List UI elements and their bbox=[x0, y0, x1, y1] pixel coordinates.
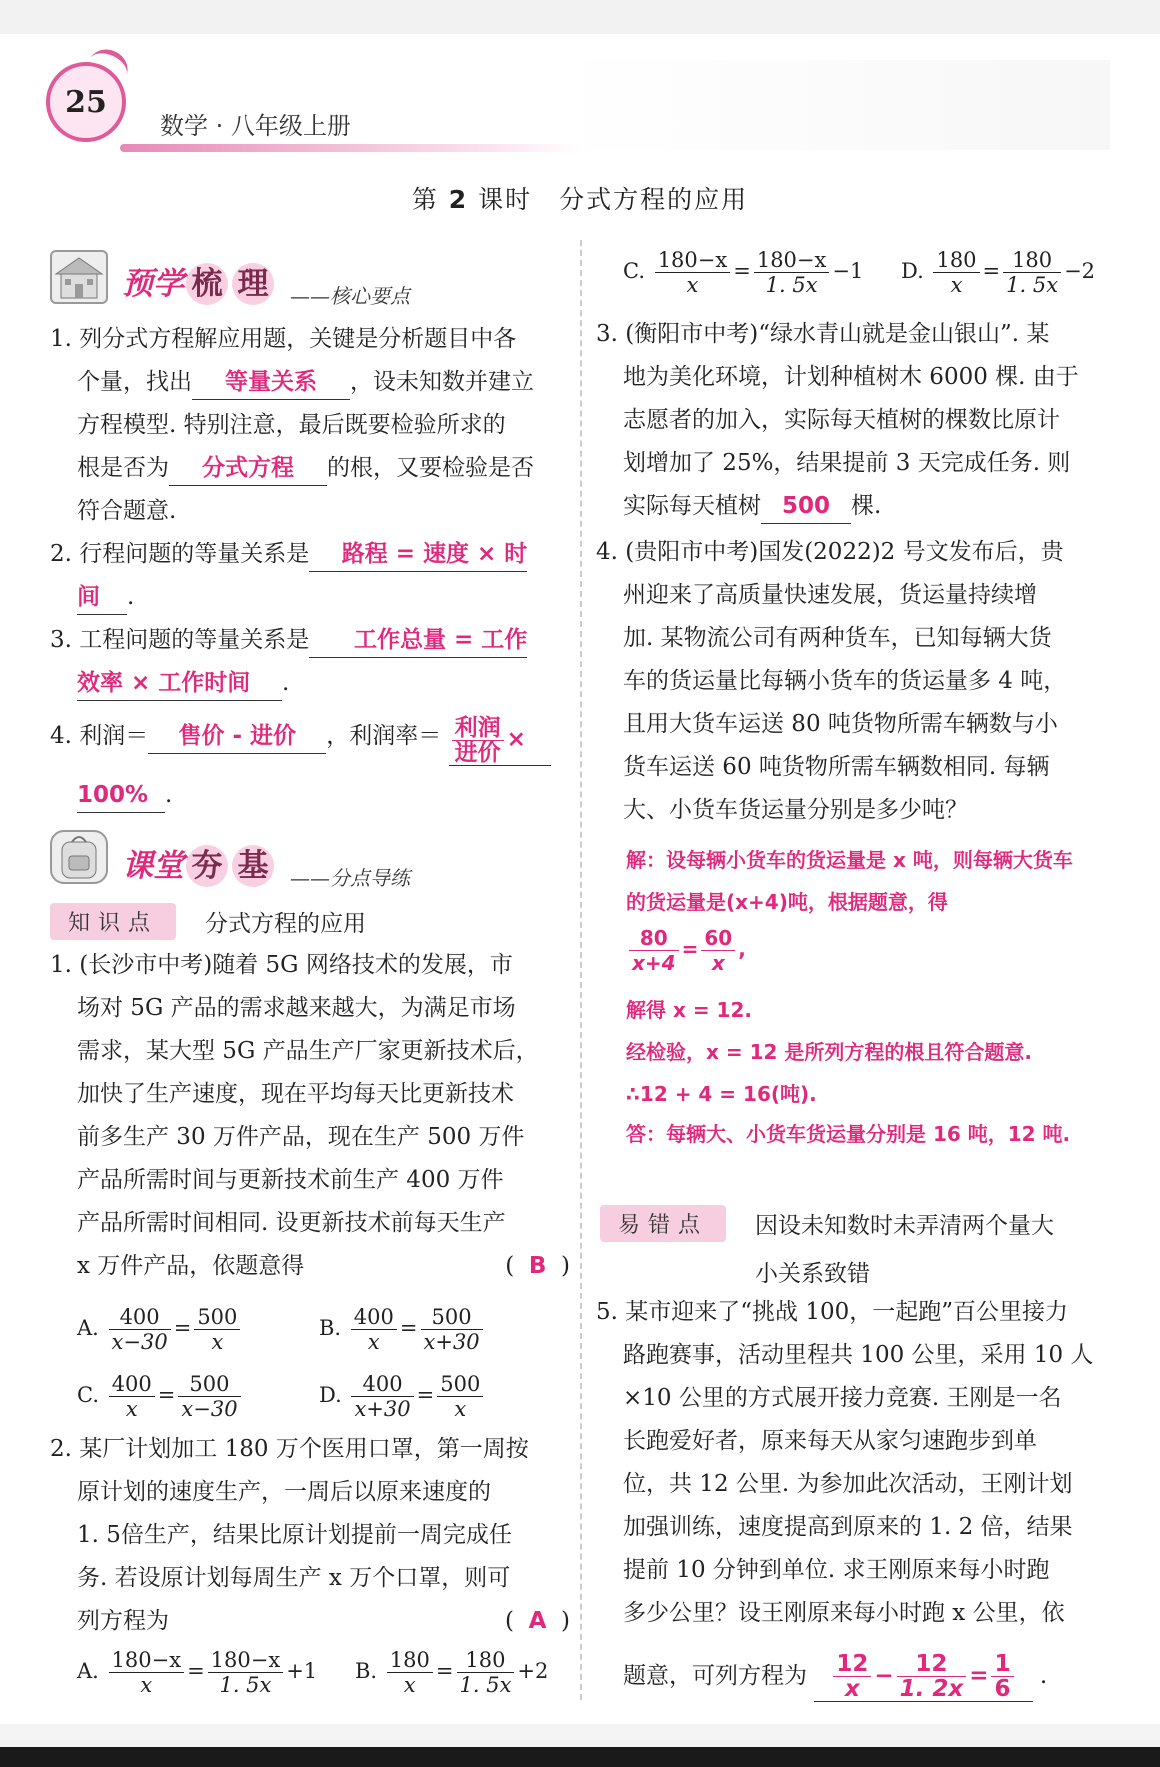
option-tail: +1 bbox=[286, 1659, 318, 1683]
section-prestudy-part3: 理 bbox=[232, 263, 274, 305]
question-2-line: 务. 若设原计划每周生产 x 万个口罩，则可 bbox=[77, 1565, 511, 1591]
prestudy-q1-text: 的根，又要检验是否 bbox=[327, 455, 534, 481]
prestudy-q1-answer1: 等量关系 bbox=[192, 365, 350, 400]
fraction-denominator: x bbox=[403, 1673, 416, 1697]
question-3-line: 志愿者的加入，实际每天植树的棵数比原计 bbox=[623, 407, 1060, 433]
fraction-denominator: x bbox=[367, 1329, 380, 1354]
prestudy-q1-answer2: 分式方程 bbox=[169, 451, 327, 486]
lesson-title-text: 课时 分式方程的应用 bbox=[478, 185, 749, 214]
question-4-line: 4. (贵阳市中考)国发(2022)2 号文发布后，贵 bbox=[596, 539, 1064, 565]
question-2-line bbox=[50, 1600, 570, 1643]
fraction bbox=[351, 1372, 413, 1421]
fraction bbox=[387, 1648, 433, 1697]
question-5-line: 路跑赛事，活动里程共 100 公里，采用 10 人 bbox=[623, 1342, 1094, 1368]
option-label: B. bbox=[319, 1315, 342, 1340]
question-2-option-b: B. $\frac{180}{x}$ = $\frac{180}{1. 5x}$ +2 bbox=[355, 1648, 549, 1697]
fraction bbox=[208, 1648, 284, 1697]
fraction-denominator: 1. 5x bbox=[1006, 273, 1059, 297]
prestudy-q4-text: 4. 利润＝ bbox=[50, 723, 149, 749]
solution-line: 解：设每辆小货车的货运量是 x 吨，则每辆大货车 bbox=[626, 848, 1073, 872]
section-prestudy-subtitle: ——核心要点 bbox=[290, 284, 410, 308]
prestudy-q3-answer: 工作总量 = 工作 bbox=[309, 623, 527, 658]
question-3 bbox=[596, 313, 1120, 528]
lesson-title-prefix: 第 bbox=[411, 185, 439, 214]
top-margin bbox=[0, 0, 1160, 34]
knowledge-point-text: 分式方程的应用 bbox=[205, 911, 366, 937]
school-icon bbox=[50, 250, 108, 304]
question-5-text: 题意，可列方程为 bbox=[623, 1663, 807, 1689]
fraction-denominator: x bbox=[686, 273, 699, 297]
solution-equation: $\frac{80}{x+4}$ = $\frac{60}{x}$ , bbox=[626, 926, 746, 975]
prestudy-q3-answer-cont: 效率 × 工作时间 bbox=[77, 666, 282, 701]
prestudy-q2-end: . bbox=[127, 584, 135, 610]
mistake-point-text: 因设未知数时未弄清两个量大 bbox=[755, 1213, 1054, 1239]
fraction-denominator: 进价 bbox=[454, 740, 501, 766]
question-1-line: 需求，某大型 5G 产品生产厂家更新技术后， bbox=[77, 1038, 539, 1064]
question-2-answer: A bbox=[528, 1608, 547, 1634]
question-1-line: 1. (长沙市中考)随着 5G 网络技术的发展，市 bbox=[50, 952, 513, 978]
fraction-denominator: 1. 5x bbox=[219, 1673, 272, 1697]
fraction bbox=[933, 248, 979, 297]
fraction bbox=[178, 1372, 240, 1421]
fraction-numerator: 180−x bbox=[655, 248, 731, 273]
fraction-numerator: 180 bbox=[387, 1648, 433, 1673]
question-5-line: 长跑爱好者，原来每天从家匀速跑步到单 bbox=[623, 1428, 1037, 1454]
fraction bbox=[754, 248, 830, 297]
question-3-text: 棵. bbox=[851, 493, 882, 519]
question-1-line: 前多生产 30 万件产品，现在生产 500 万件 bbox=[77, 1124, 525, 1150]
fraction bbox=[109, 1648, 185, 1697]
question-1-line bbox=[50, 1245, 570, 1288]
option-label: B. bbox=[355, 1659, 378, 1683]
question-5-line: 5. 某市迎来了“挑战 100，一起跑”百公里接力 bbox=[596, 1299, 1068, 1325]
fraction-denominator: x bbox=[844, 1676, 860, 1702]
solution-line: 的货运量是(x+4)吨，根据题意，得 bbox=[626, 890, 948, 914]
fraction-numerator: 12 bbox=[897, 1652, 967, 1677]
prestudy-q4-text: ，利润率＝ bbox=[326, 723, 442, 749]
question-3-text: 实际每天植树 bbox=[623, 493, 761, 519]
prestudy-q4-cont bbox=[77, 774, 172, 817]
fraction-numerator: 400 bbox=[351, 1372, 413, 1397]
question-3-line: 地为美化环境，计划种植树木 6000 棵. 由于 bbox=[623, 364, 1079, 390]
fraction-numerator: 180−x bbox=[208, 1648, 284, 1673]
question-2-text: 列方程为 bbox=[77, 1608, 169, 1634]
fraction-denominator: x+4 bbox=[632, 951, 676, 975]
question-1-answer: B bbox=[528, 1253, 547, 1279]
prestudy-q4-blank2 bbox=[449, 716, 551, 766]
prestudy-q4-end: . bbox=[165, 782, 173, 808]
solution-line: 答：每辆大、小货车货运量分别是 16 吨，12 吨. bbox=[626, 1122, 1071, 1146]
question-4-line: 州迎来了高质量快速发展，货运量持续增 bbox=[623, 582, 1037, 608]
question-3-line: 划增加了 25%，结果提前 3 天完成任务. 则 bbox=[623, 450, 1071, 476]
question-1-option-d: D. $\frac{400}{x+30}$ = $\frac{500}{x}$ bbox=[319, 1372, 486, 1421]
question-3-line bbox=[596, 485, 1120, 528]
fraction bbox=[194, 1305, 240, 1354]
question-5-line: 加强训练，速度提高到原来的 1. 2 倍，结果 bbox=[623, 1514, 1073, 1540]
question-4-line: 加. 某物流公司有两种货车，已知每辆大货 bbox=[623, 625, 1052, 651]
question-1-line: 产品所需时间相同. 设更新技术前每天生产 bbox=[77, 1210, 506, 1236]
prestudy-q4-times: × bbox=[506, 726, 526, 753]
question-2-answer-bracket: ( A ) bbox=[504, 1608, 570, 1634]
prestudy-q4-answer1: 售价 - 进价 bbox=[148, 719, 326, 754]
question-4-line: 大、小货车货运量分别是多少吨？ bbox=[623, 797, 968, 823]
fraction bbox=[833, 1652, 871, 1701]
prestudy-q4-answer2: 100% bbox=[77, 778, 165, 813]
option-label: C. bbox=[623, 259, 645, 283]
fraction-numerator: 60 bbox=[701, 926, 735, 951]
question-5-line: 提前 10 分钟到单位. 求王刚原来每小时跑 bbox=[623, 1557, 1050, 1583]
fraction-numerator: 400 bbox=[109, 1305, 171, 1330]
fraction-numerator: 180−x bbox=[754, 248, 830, 273]
fraction bbox=[421, 1305, 483, 1354]
prestudy-q3 bbox=[50, 619, 570, 705]
option-tail: −1 bbox=[832, 259, 864, 283]
fraction-numerator: 400 bbox=[351, 1305, 397, 1330]
fraction bbox=[457, 1648, 515, 1697]
fraction bbox=[655, 248, 731, 297]
fraction-denominator: x bbox=[140, 1673, 153, 1697]
prestudy-q1-line bbox=[50, 361, 570, 404]
question-2-line: 1. 5倍生产，结果比原计划提前一周完成任 bbox=[77, 1522, 512, 1548]
option-label: A. bbox=[77, 1315, 99, 1340]
question-5-answer: $\frac{12}{x}$ − $\frac{12}{1. 2x}$ = $\frac{1}{6}$ bbox=[814, 1652, 1032, 1702]
fraction bbox=[109, 1372, 155, 1421]
fraction-numerator: 180 bbox=[457, 1648, 515, 1673]
fraction bbox=[629, 926, 679, 975]
fraction-denominator: x bbox=[211, 1329, 224, 1354]
section-classwork-part1: 课堂 bbox=[122, 848, 184, 884]
question-1 bbox=[50, 944, 570, 1288]
bottom-bar bbox=[0, 1747, 1160, 1767]
fraction-denominator: 1. 5x bbox=[765, 273, 818, 297]
prestudy-q1-text: ，设未知数并建立 bbox=[350, 369, 534, 395]
option-tail: −2 bbox=[1064, 259, 1096, 283]
fraction-denominator: 1. 2x bbox=[899, 1676, 964, 1702]
fraction-numerator: 80 bbox=[629, 926, 679, 951]
prestudy-q1-line: 方程模型. 特别注意，最后既要检验所求的 bbox=[77, 412, 506, 438]
fraction-numerator: 利润 bbox=[452, 716, 504, 741]
mistake-point-text: 小关系致错 bbox=[755, 1261, 870, 1287]
fraction-denominator: x bbox=[711, 951, 725, 975]
fraction bbox=[109, 1305, 171, 1354]
option-tail: +2 bbox=[517, 1659, 549, 1683]
question-5 bbox=[596, 1291, 1120, 1635]
section-classwork-part3: 基 bbox=[232, 845, 274, 887]
fraction-denominator: x bbox=[125, 1396, 138, 1421]
question-2-option-d: D. $\frac{180}{x}$ = $\frac{180}{1. 5x}$ −2 bbox=[901, 248, 1096, 297]
option-label: A. bbox=[77, 1659, 99, 1683]
fraction-denominator: x−30 bbox=[111, 1329, 168, 1354]
prestudy-q1-line: 1. 列分式方程解应用题，关键是分析题目中各 bbox=[50, 326, 517, 352]
header-background bbox=[560, 60, 1110, 150]
page-number-badge: 25 bbox=[46, 62, 126, 142]
question-2-option-c: C. $\frac{180-x}{x}$ = $\frac{180-x}{1. 5x}$ −1 bbox=[623, 248, 864, 297]
fraction-denominator: 1. 5x bbox=[459, 1673, 512, 1697]
question-1-line: 产品所需时间与更新技术前生产 400 万件 bbox=[77, 1167, 504, 1193]
mistake-point-label: 易错点 bbox=[600, 1205, 726, 1242]
prestudy-q2-answer-cont: 间 bbox=[77, 580, 127, 615]
prestudy-q2-text: 2. 行程问题的等量关系是 bbox=[50, 541, 310, 567]
fraction-numerator: 500 bbox=[421, 1305, 483, 1330]
section-prestudy-title bbox=[122, 258, 276, 305]
fraction-numerator: 12 bbox=[833, 1652, 871, 1677]
fraction-numerator: 500 bbox=[437, 1372, 483, 1397]
prestudy-q4-fraction bbox=[452, 716, 504, 765]
fraction-numerator: 180 bbox=[1003, 248, 1061, 273]
column-divider bbox=[580, 240, 582, 1700]
knowledge-point-label: 知识点 bbox=[50, 903, 176, 940]
fraction-numerator: 180−x bbox=[109, 1648, 185, 1673]
question-1-options bbox=[77, 1298, 567, 1432]
lesson-number: 2 bbox=[448, 185, 469, 214]
section-classwork-subtitle: ——分点导练 bbox=[290, 866, 410, 890]
fraction-numerator: 400 bbox=[109, 1372, 155, 1397]
fraction-numerator: 1 bbox=[991, 1652, 1013, 1677]
fraction-numerator: 180 bbox=[933, 248, 979, 273]
prestudy-q1-text: 个量，找出 bbox=[77, 369, 192, 395]
fraction-denominator: 6 bbox=[994, 1676, 1011, 1702]
section-classwork-title bbox=[122, 840, 276, 887]
question-5-end: . bbox=[1039, 1663, 1048, 1689]
question-5-line: 多少公里？设王刚原来每小时跑 x 公里，依 bbox=[623, 1600, 1065, 1626]
question-1-option-a: A. $\frac{400}{x-30}$ = $\frac{500}{x}$ bbox=[77, 1305, 319, 1354]
question-2-options-ab bbox=[77, 1648, 577, 1697]
option-label: C. bbox=[77, 1382, 99, 1407]
fraction-denominator: x−30 bbox=[181, 1396, 238, 1421]
fraction-denominator: x bbox=[950, 273, 963, 297]
section-classwork-part2: 夯 bbox=[186, 845, 228, 887]
section-prestudy-part2: 梳 bbox=[186, 263, 228, 305]
question-5-line: ×10 公里的方式展开接力竞赛. 王刚是一名 bbox=[623, 1385, 1062, 1411]
fraction-denominator: x+30 bbox=[354, 1396, 411, 1421]
prestudy-q4 bbox=[50, 712, 570, 766]
prestudy-q3-text: 3. 工程问题的等量关系是 bbox=[50, 627, 310, 653]
backpack-icon bbox=[50, 830, 108, 884]
prestudy-q1-text: 根是否为 bbox=[77, 455, 169, 481]
prestudy-q2-answer: 路程 = 速度 × 时 bbox=[309, 537, 527, 572]
option-label: D. bbox=[319, 1382, 342, 1407]
solution-line: ∴12 + 4 = 16(吨). bbox=[626, 1082, 817, 1106]
question-1-line: 加快了生产速度，现在平均每天比更新技术 bbox=[77, 1081, 514, 1107]
prestudy-q2 bbox=[50, 533, 570, 619]
question-1-answer-bracket: ( B ) bbox=[505, 1253, 570, 1279]
prestudy-q3-end: . bbox=[282, 670, 290, 696]
fraction bbox=[701, 926, 735, 975]
fraction-numerator: 500 bbox=[194, 1305, 240, 1330]
solution-line: 解得 x = 12. bbox=[626, 998, 752, 1022]
fraction bbox=[1003, 248, 1061, 297]
fraction bbox=[437, 1372, 483, 1421]
option-label: D. bbox=[901, 259, 924, 283]
prestudy-q1-line bbox=[50, 447, 570, 490]
fraction bbox=[351, 1305, 397, 1354]
header-underline bbox=[120, 144, 580, 152]
question-5-line: 位，共 12 公里. 为参加此次活动，王刚计划 bbox=[623, 1471, 1073, 1497]
question-1-option-b: B. $\frac{400}{x}$ = $\frac{500}{x+30}$ bbox=[319, 1305, 486, 1354]
fraction-denominator: x+30 bbox=[423, 1329, 480, 1354]
question-4-line: 货车运送 60 吨货物所需车辆数相同. 每辆 bbox=[623, 754, 1050, 780]
prestudy-q1-line: 符合题意. bbox=[77, 498, 177, 524]
prestudy-q1 bbox=[50, 318, 570, 533]
question-3-answer: 500 bbox=[761, 489, 851, 524]
question-2-line: 2. 某厂计划加工 180 万个医用口罩，第一周按 bbox=[50, 1436, 529, 1462]
question-1-option-c: C. $\frac{400}{x}$ = $\frac{500}{x-30}$ bbox=[77, 1372, 319, 1421]
section-prestudy-part1: 预学 bbox=[122, 266, 184, 302]
question-3-line: 3. (衡阳市中考)“绿水青山就是金山银山”. 某 bbox=[596, 321, 1050, 347]
lesson-title bbox=[0, 180, 1160, 216]
question-5-final-line bbox=[623, 1652, 1047, 1702]
question-4 bbox=[596, 531, 1120, 832]
question-4-line: 车的货运量比每辆小货车的货运量多 4 吨， bbox=[623, 668, 1067, 694]
fraction bbox=[897, 1652, 967, 1701]
question-2-line: 原计划的速度生产，一周后以原来速度的 bbox=[77, 1479, 491, 1505]
question-4-line: 且用大货车运送 80 吨货物所需车辆数与小 bbox=[623, 711, 1058, 737]
question-1-line: 场对 5G 产品的需求越来越大，为满足市场 bbox=[77, 995, 516, 1021]
question-1-text: x 万件产品，依题意得 bbox=[77, 1253, 305, 1279]
fraction-numerator: 500 bbox=[178, 1372, 240, 1397]
fraction bbox=[991, 1652, 1013, 1701]
fraction-denominator: x bbox=[454, 1396, 467, 1421]
question-2-option-a: A. $\frac{180-x}{x}$ = $\frac{180-x}{1. 5x}$ +1 bbox=[77, 1648, 318, 1697]
question-2-options-cd bbox=[623, 248, 1123, 297]
solution-line: 经检验，x = 12 是所列方程的根且符合题意. bbox=[626, 1040, 1032, 1064]
question-2 bbox=[50, 1428, 570, 1643]
book-title: 数学 · 八年级上册 bbox=[160, 112, 351, 140]
